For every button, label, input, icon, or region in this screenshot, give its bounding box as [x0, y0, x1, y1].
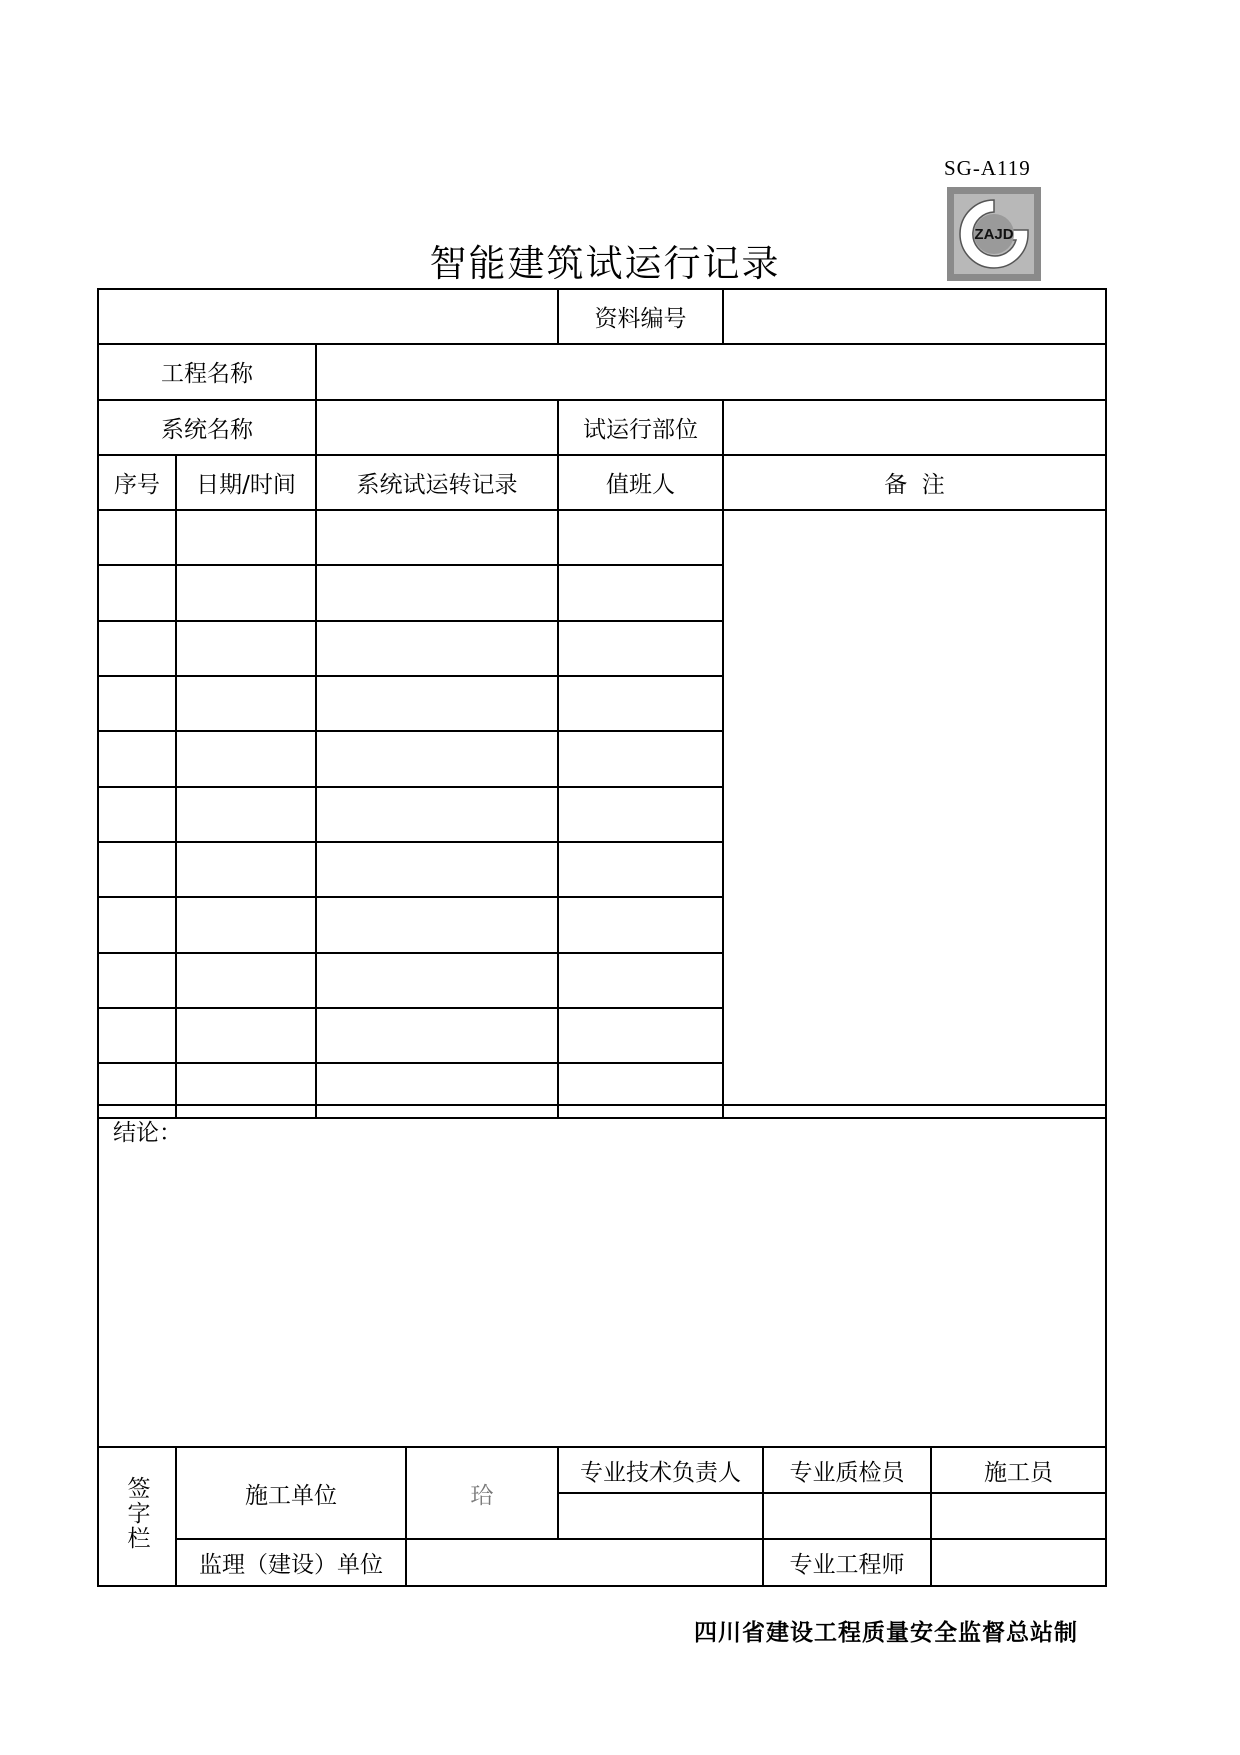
record-datetime-cell[interactable]: [176, 676, 316, 731]
record-no-cell[interactable]: [98, 565, 176, 620]
engineer-signature[interactable]: [931, 1539, 1106, 1586]
trial-part-label: 试运行部位: [558, 400, 723, 455]
engineer-label: 专业工程师: [763, 1539, 931, 1586]
col-header-no: 序号: [98, 455, 176, 510]
constructor-signature[interactable]: [931, 1493, 1106, 1539]
record-form: [97, 288, 1107, 1119]
sign-section-label: 签字栏: [98, 1447, 176, 1586]
record-content-cell[interactable]: [316, 953, 558, 1008]
record-content-cell[interactable]: [316, 1008, 558, 1063]
conclusion-field[interactable]: [98, 1105, 1106, 1447]
record-duty-cell[interactable]: [558, 510, 723, 565]
record-content-cell[interactable]: [316, 842, 558, 897]
record-no-cell[interactable]: [98, 1008, 176, 1063]
record-datetime-cell[interactable]: [176, 565, 316, 620]
tech-lead-signature[interactable]: [558, 1493, 763, 1539]
record-duty-cell[interactable]: [558, 565, 723, 620]
record-datetime-cell[interactable]: [176, 897, 316, 952]
record-row: [98, 510, 1106, 565]
col-header-notes: 备 注: [723, 455, 1106, 510]
record-content-cell[interactable]: [316, 676, 558, 731]
record-datetime-cell[interactable]: [176, 842, 316, 897]
record-content-cell[interactable]: [316, 731, 558, 786]
issuer-footer: 四川省建设工程质量安全监督总站制: [694, 1620, 1078, 1646]
doc-no-field[interactable]: [723, 289, 1106, 344]
notes-field[interactable]: [723, 510, 1106, 1118]
record-content-cell[interactable]: [316, 897, 558, 952]
construction-unit-label: 施工单位: [176, 1447, 406, 1539]
record-content-cell[interactable]: [316, 510, 558, 565]
record-no-cell[interactable]: [98, 731, 176, 786]
supervision-unit-field[interactable]: [406, 1539, 763, 1586]
record-datetime-cell[interactable]: [176, 510, 316, 565]
record-duty-cell[interactable]: [558, 897, 723, 952]
constructor-label: 施工员: [931, 1447, 1106, 1493]
record-duty-cell[interactable]: [558, 787, 723, 842]
project-name-label: 工程名称: [98, 344, 316, 399]
record-no-cell[interactable]: [98, 787, 176, 842]
record-no-cell[interactable]: [98, 953, 176, 1008]
system-name-field[interactable]: [316, 400, 558, 455]
col-header-record: 系统试运转记录: [316, 455, 558, 510]
record-datetime-cell[interactable]: [176, 1008, 316, 1063]
record-content-cell[interactable]: [316, 621, 558, 676]
conclusion-sign-table: [97, 1104, 1107, 1587]
record-duty-cell[interactable]: [558, 842, 723, 897]
quality-inspector-signature[interactable]: [763, 1493, 931, 1539]
record-duty-cell[interactable]: [558, 731, 723, 786]
record-no-cell[interactable]: [98, 897, 176, 952]
conclusion-label: 结论：: [113, 1120, 182, 1146]
page-title: 智能建筑试运行记录: [429, 242, 781, 285]
form-code: SG-A119: [944, 156, 1031, 180]
record-datetime-cell[interactable]: [176, 731, 316, 786]
record-duty-cell[interactable]: [558, 1008, 723, 1063]
doc-no-label: 资料编号: [558, 289, 723, 344]
system-name-label: 系统名称: [98, 400, 316, 455]
col-header-datetime: 日期/时间: [176, 455, 316, 510]
record-no-cell[interactable]: [98, 676, 176, 731]
record-no-cell[interactable]: [98, 510, 176, 565]
trial-part-field[interactable]: [723, 400, 1106, 455]
record-duty-cell[interactable]: [558, 621, 723, 676]
construction-unit-stamp: 珨: [406, 1447, 558, 1539]
quality-inspector-label: 专业质检员: [763, 1447, 931, 1493]
supervision-unit-label: 监理（建设）单位: [176, 1539, 406, 1586]
tech-lead-label: 专业技术负责人: [558, 1447, 763, 1493]
record-datetime-cell[interactable]: [176, 953, 316, 1008]
record-content-cell[interactable]: [316, 787, 558, 842]
record-datetime-cell[interactable]: [176, 621, 316, 676]
blank-header-cell[interactable]: [98, 289, 558, 344]
record-content-cell[interactable]: [316, 565, 558, 620]
record-duty-cell[interactable]: [558, 953, 723, 1008]
logo-text: ZAJD: [974, 226, 1014, 243]
project-name-field[interactable]: [316, 344, 1106, 399]
col-header-duty: 值班人: [558, 455, 723, 510]
record-no-cell[interactable]: [98, 621, 176, 676]
record-datetime-cell[interactable]: [176, 787, 316, 842]
record-no-cell[interactable]: [98, 842, 176, 897]
record-duty-cell[interactable]: [558, 676, 723, 731]
